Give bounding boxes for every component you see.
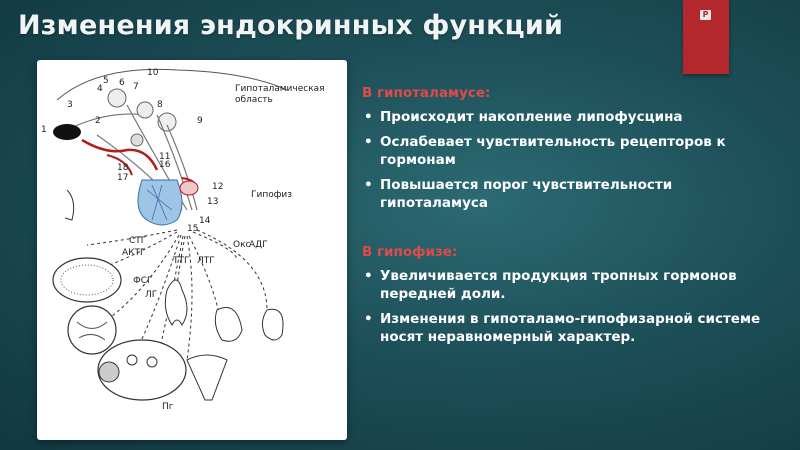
diagram-drawing: [37, 60, 347, 440]
pituitary-anterior: [138, 180, 182, 225]
figure-number: 4: [97, 84, 103, 94]
corner-tab: [683, 0, 729, 74]
pituitary-heading: В гипофизе:: [362, 244, 458, 260]
hypothalamic-region-label: Гипоталамическая область: [235, 84, 325, 105]
slide-title: Изменения эндокринных функций: [18, 10, 564, 41]
figure-number: 1: [41, 125, 47, 135]
list-item: • Изменения в гипоталамо-гипофизарной системе носят неравномерный характер.: [362, 310, 772, 346]
figure-number: 2: [95, 116, 101, 126]
hypothalamus-list: [362, 108, 772, 212]
figure-number: 17: [117, 173, 129, 183]
hormone-label: АДГ: [249, 240, 268, 250]
figure-number: 18: [117, 163, 129, 173]
list-item: • Повышается порог чувствительности гипоталамуса: [362, 176, 772, 212]
hormone-label: ЛТГ: [197, 256, 215, 266]
list-item: • Увеличивается продукция тропных гормонов передней доли.: [362, 267, 772, 303]
hormone-label: ЛГ: [145, 290, 158, 300]
kidney-organ: [262, 309, 283, 340]
figure-number: 10: [147, 68, 159, 78]
testis-organ: [68, 306, 116, 354]
figure-number: 9: [197, 116, 203, 126]
figure-number: 11: [159, 152, 171, 162]
hormone-label: ТТГ: [173, 256, 190, 266]
follicle: [99, 362, 119, 382]
endocrine-diagram: [37, 60, 347, 440]
figure-number: 16: [159, 160, 171, 170]
figure-number: 8: [157, 100, 163, 110]
pituitary-label: Гипофиз: [251, 190, 293, 200]
figure-number: 14: [199, 216, 211, 226]
figure-number: 15: [187, 224, 199, 234]
hormone-label: Пг: [162, 402, 174, 412]
hypothalamus-heading: В гипоталамусе:: [362, 85, 491, 101]
pituitary-list: [362, 267, 772, 346]
pituitary-posterior: [180, 181, 198, 195]
brain-contour: [67, 114, 147, 130]
hormone-label: СТГ: [129, 236, 147, 246]
figure-number: 12: [212, 182, 224, 192]
list-item: • Ослабевает чувствительность рецепторов к гормонам: [362, 133, 772, 169]
figure-number: 13: [207, 197, 219, 207]
adrenal-organ: [53, 258, 121, 302]
figure-number: 6: [119, 78, 125, 88]
nucleus-4: [108, 89, 126, 107]
slide-content: [362, 84, 772, 353]
hormone-label: АКТГ: [122, 248, 146, 258]
figure-number: 3: [67, 100, 73, 110]
figure-number: 7: [133, 82, 139, 92]
list-item: • Происходит накопление липофусцина: [362, 108, 772, 126]
structure-1: [53, 124, 81, 140]
thyroid-organ: [165, 280, 187, 325]
mammary-organ: [215, 308, 242, 342]
bone-organ: [65, 190, 74, 220]
nucleus-6: [137, 102, 153, 118]
nucleus-3: [131, 134, 143, 146]
presentation-icon: P: [700, 10, 711, 20]
figure-number: 5: [103, 76, 109, 86]
hormone-label: ФСГ: [133, 276, 153, 286]
hormone-label: Окс: [233, 240, 251, 250]
uterus-organ: [187, 355, 227, 400]
